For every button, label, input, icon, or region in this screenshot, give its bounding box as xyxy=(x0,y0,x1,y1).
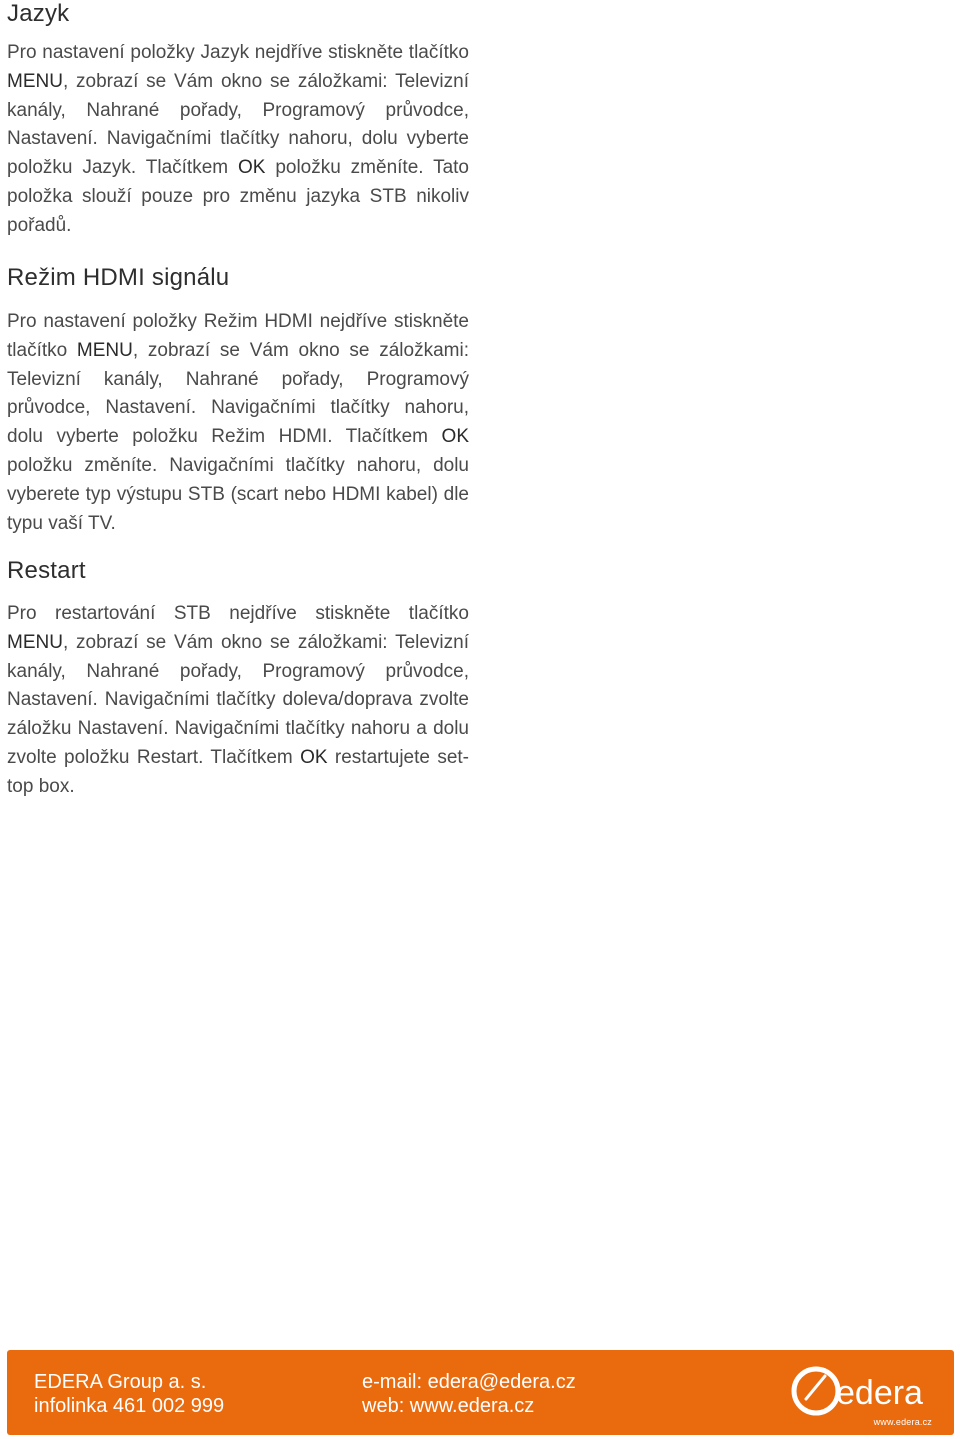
paragraph-restart xyxy=(7,600,469,802)
heading-rezim-hdmi: Režim HDMI signálu xyxy=(7,264,230,291)
text-run: , zobrazí se Vám okno se záložkami: Televizní kanály, Nahrané pořady, Programový průvodce, Nastavení. Navigačními tlačítky nahoru, dolu vyberte položku Jazyk. Tlačítkem xyxy=(7,70,469,179)
text-run: , zobrazí se Vám okno se záložkami: Televizní kanály, Nahrané pořady, Programový průvodce, Nastavení. Navigačními tlačítky doleva/doprava zvolte záložku Nastavení. Navigačními tlačítky nahoru a dolu zvolte položku Restart. Tlačítkem xyxy=(7,631,469,768)
paragraph-jazyk xyxy=(7,39,469,241)
key-label: MENU xyxy=(7,631,63,653)
key-label: OK xyxy=(441,426,469,448)
footer-contact-company xyxy=(34,1370,224,1418)
section-restart xyxy=(7,557,469,802)
text-run: Pro nastavení položky Jazyk nejdříve stiskněte tlačítko xyxy=(7,42,469,63)
logo-wordmark: edera xyxy=(836,1374,923,1412)
hotline: infolinka 461 002 999 xyxy=(34,1395,225,1417)
web-link[interactable]: web: www.edera.cz xyxy=(362,1395,535,1417)
heading-restart: Restart xyxy=(7,557,86,584)
key-label: OK xyxy=(237,157,266,179)
text-run: Pro restartování STB nejdříve stiskněte tlačítko xyxy=(7,603,469,624)
logo-url: www.edera.cz xyxy=(873,1417,932,1427)
text-run: položku změníte. Tato položka slouží pouze pro změnu jazyka STB nikoliv pořadů. xyxy=(7,157,469,236)
key-label: MENU xyxy=(7,70,63,92)
company-name: EDERA Group a. s. xyxy=(34,1371,207,1393)
key-label: OK xyxy=(300,746,328,768)
heading-jazyk: Jazyk xyxy=(7,0,70,27)
text-run: položku změníte. Navigačními tlačítky nahoru, dolu vyberete typ výstupu STB (scart nebo HDMI kabel) dle typu vaší TV. xyxy=(7,454,469,534)
email-link[interactable]: e-mail: edera@edera.cz xyxy=(362,1371,576,1393)
footer-contact-online xyxy=(362,1370,576,1418)
section-jazyk xyxy=(7,0,469,241)
text-run: Pro nastavení položky Režim HDMI nejdříve stiskněte tlačítko xyxy=(7,311,469,361)
logo-slash xyxy=(806,1376,825,1399)
key-label: MENU xyxy=(76,339,133,361)
text-run: , zobrazí se Vám okno se záložkami: Televizní kanály, Nahrané pořady, Programový průvodce, Nastavení. Navigačními tlačítky nahoru, dolu vyberte položku Režim HDMI. Tlačítkem xyxy=(7,339,469,448)
text-run: restartujete set-top box. xyxy=(7,746,469,797)
section-rezim-hdmi xyxy=(7,264,469,538)
footer-bar xyxy=(7,1350,954,1435)
paragraph-rezim-hdmi xyxy=(7,308,469,538)
